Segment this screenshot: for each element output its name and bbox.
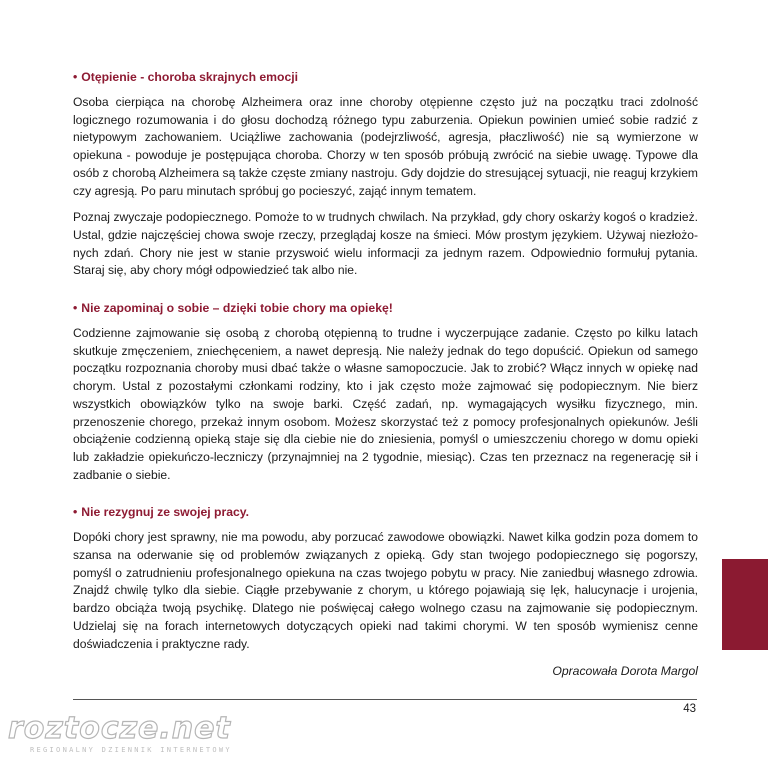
- section-heading-text: Nie rezygnuj ze swojej pracy.: [81, 505, 250, 520]
- footer-divider: [73, 699, 697, 700]
- page-number: 43: [683, 703, 696, 715]
- section-heading-text: Otępienie - choroba skrajnych emocji: [81, 70, 299, 84]
- bullet-icon: •: [73, 301, 78, 316]
- article-body: [73, 68, 698, 680]
- watermark-tagline: REGIONALNY DZIENNIK INTERNETOWY: [30, 746, 232, 754]
- section-heading: [73, 68, 698, 86]
- paragraph: Codzienne zajmowanie się osobą z chorobą otępienną to trudne i wyczerpujące zadanie. Często po kilku latach skutkuje zmęczeniem, zniechęceniem, a nawet depresją. Nie należy jednak do tego dopuścić. Opiekun od samego początku rozpoznania choroby musi dbać także o własne samopoczucie. Jak to zrobić? Włącz innych w opiekę nad chorym. Ustal z pozostałymi członkami rodziny, kto i jak często może zajmować się podopiecznym. Nie bierz wszystkich obowiązków tylko na swoje barki. Część zadań, np. wymagających wysiłku fizycznego, min. przenoszenie chorego, przekaż innym osobom. Możesz skorzystać też z pomocy profesjonalnych opiekunów. Jeśli obciążenie codzienną opieką staje się dla ciebie nie do zniesienia, pomyśl o umieszczeniu chorego w domu opieki lub zakładzie opiekuńczo-leczniczy (przynajmniej na 2 tygodnie, miesiąc). Czas ten przeznacz na regenerację sił i zadbanie o siebie.: [73, 326, 698, 482]
- section-heading: [73, 503, 698, 521]
- watermark-logo-text: roztocze.net: [8, 711, 231, 746]
- bullet-icon: •: [73, 70, 78, 84]
- bullet-icon: •: [73, 505, 78, 520]
- chapter-side-tab: [722, 559, 768, 650]
- section-heading: [73, 299, 698, 317]
- watermark-logo: [8, 713, 248, 765]
- author-signature: Opracowała Dorota Margol: [552, 664, 698, 679]
- paragraph: Poznaj zwyczaje podopiecznego. Pomoże to w trudnych chwilach. Na przykład, gdy chory oskarży kogoś o kradzież. Ustal, gdzie najczęściej chowa swoje rzeczy, przeglądaj kosze na śmieci. Mów prostym językiem. Używaj niezłożonych zdań. Chory nie jest w stanie przyswoić wielu informacji za jednym razem. Odpowiednio formułuj pytania. Staraj się, aby chory mógł odpowiedzieć tak albo nie.: [73, 210, 698, 278]
- section-heading-text: Nie zapominaj o sobie – dzięki tobie chory ma opiekę!: [81, 301, 393, 316]
- paragraph: Osoba cierpiąca na chorobę Alzheimera oraz inne choroby otępienne często już na początku traci zdolność logicznego rozumowania i do głosu dochodzą różnego typu zaburzenia. Opiekun powinien umieć sobie radzić z nietypowym zachowaniem. Uciążliwe zachowania (podejrzliwość, agresja, płaczliwość) nie są wymierzone w opiekuna - powoduje je postępująca choroba. Chorzy w ten sposób próbują zwrócić na siebie uwagę. Typowe dla osób z chorobą Alzheimera są także częste zmiany nastroju. Gdy dojdzie do stresującej sytuacji, nie reaguj krzykiem czy agresją. Po paru minutach spróbuj go pocieszyć, zająć innym tematem.: [73, 95, 698, 198]
- paragraph: Dopóki chory jest sprawny, nie ma powodu, aby porzucać zawodowe obowiązki. Nawet kilka godzin poza domem to szansa na oderwanie się od problemów związanych z opieką. Gdy stan twojego podopiecznego się pogorszy, pomyśl o zatrudnieniu profesjonalnego opiekuna na czas twojego pobytu w pracy. Nie zaniedbuj własnego zdrowia. Znajdź chwilę tylko dla siebie. Ciągłe przebywanie z chorym, u którego pojawiają się lęk, halucynacje i urojenia, bardzo obciąża twoją psychikę. Dlatego nie poświęcaj całego wolnego czasu na zajmowanie się podopiecznym. Udzielaj się na forach internetowych dotyczących opieki nad takimi chorymi. W ten sposób wymienisz cenne doświadczenia i praktyczne rady.: [73, 530, 698, 651]
